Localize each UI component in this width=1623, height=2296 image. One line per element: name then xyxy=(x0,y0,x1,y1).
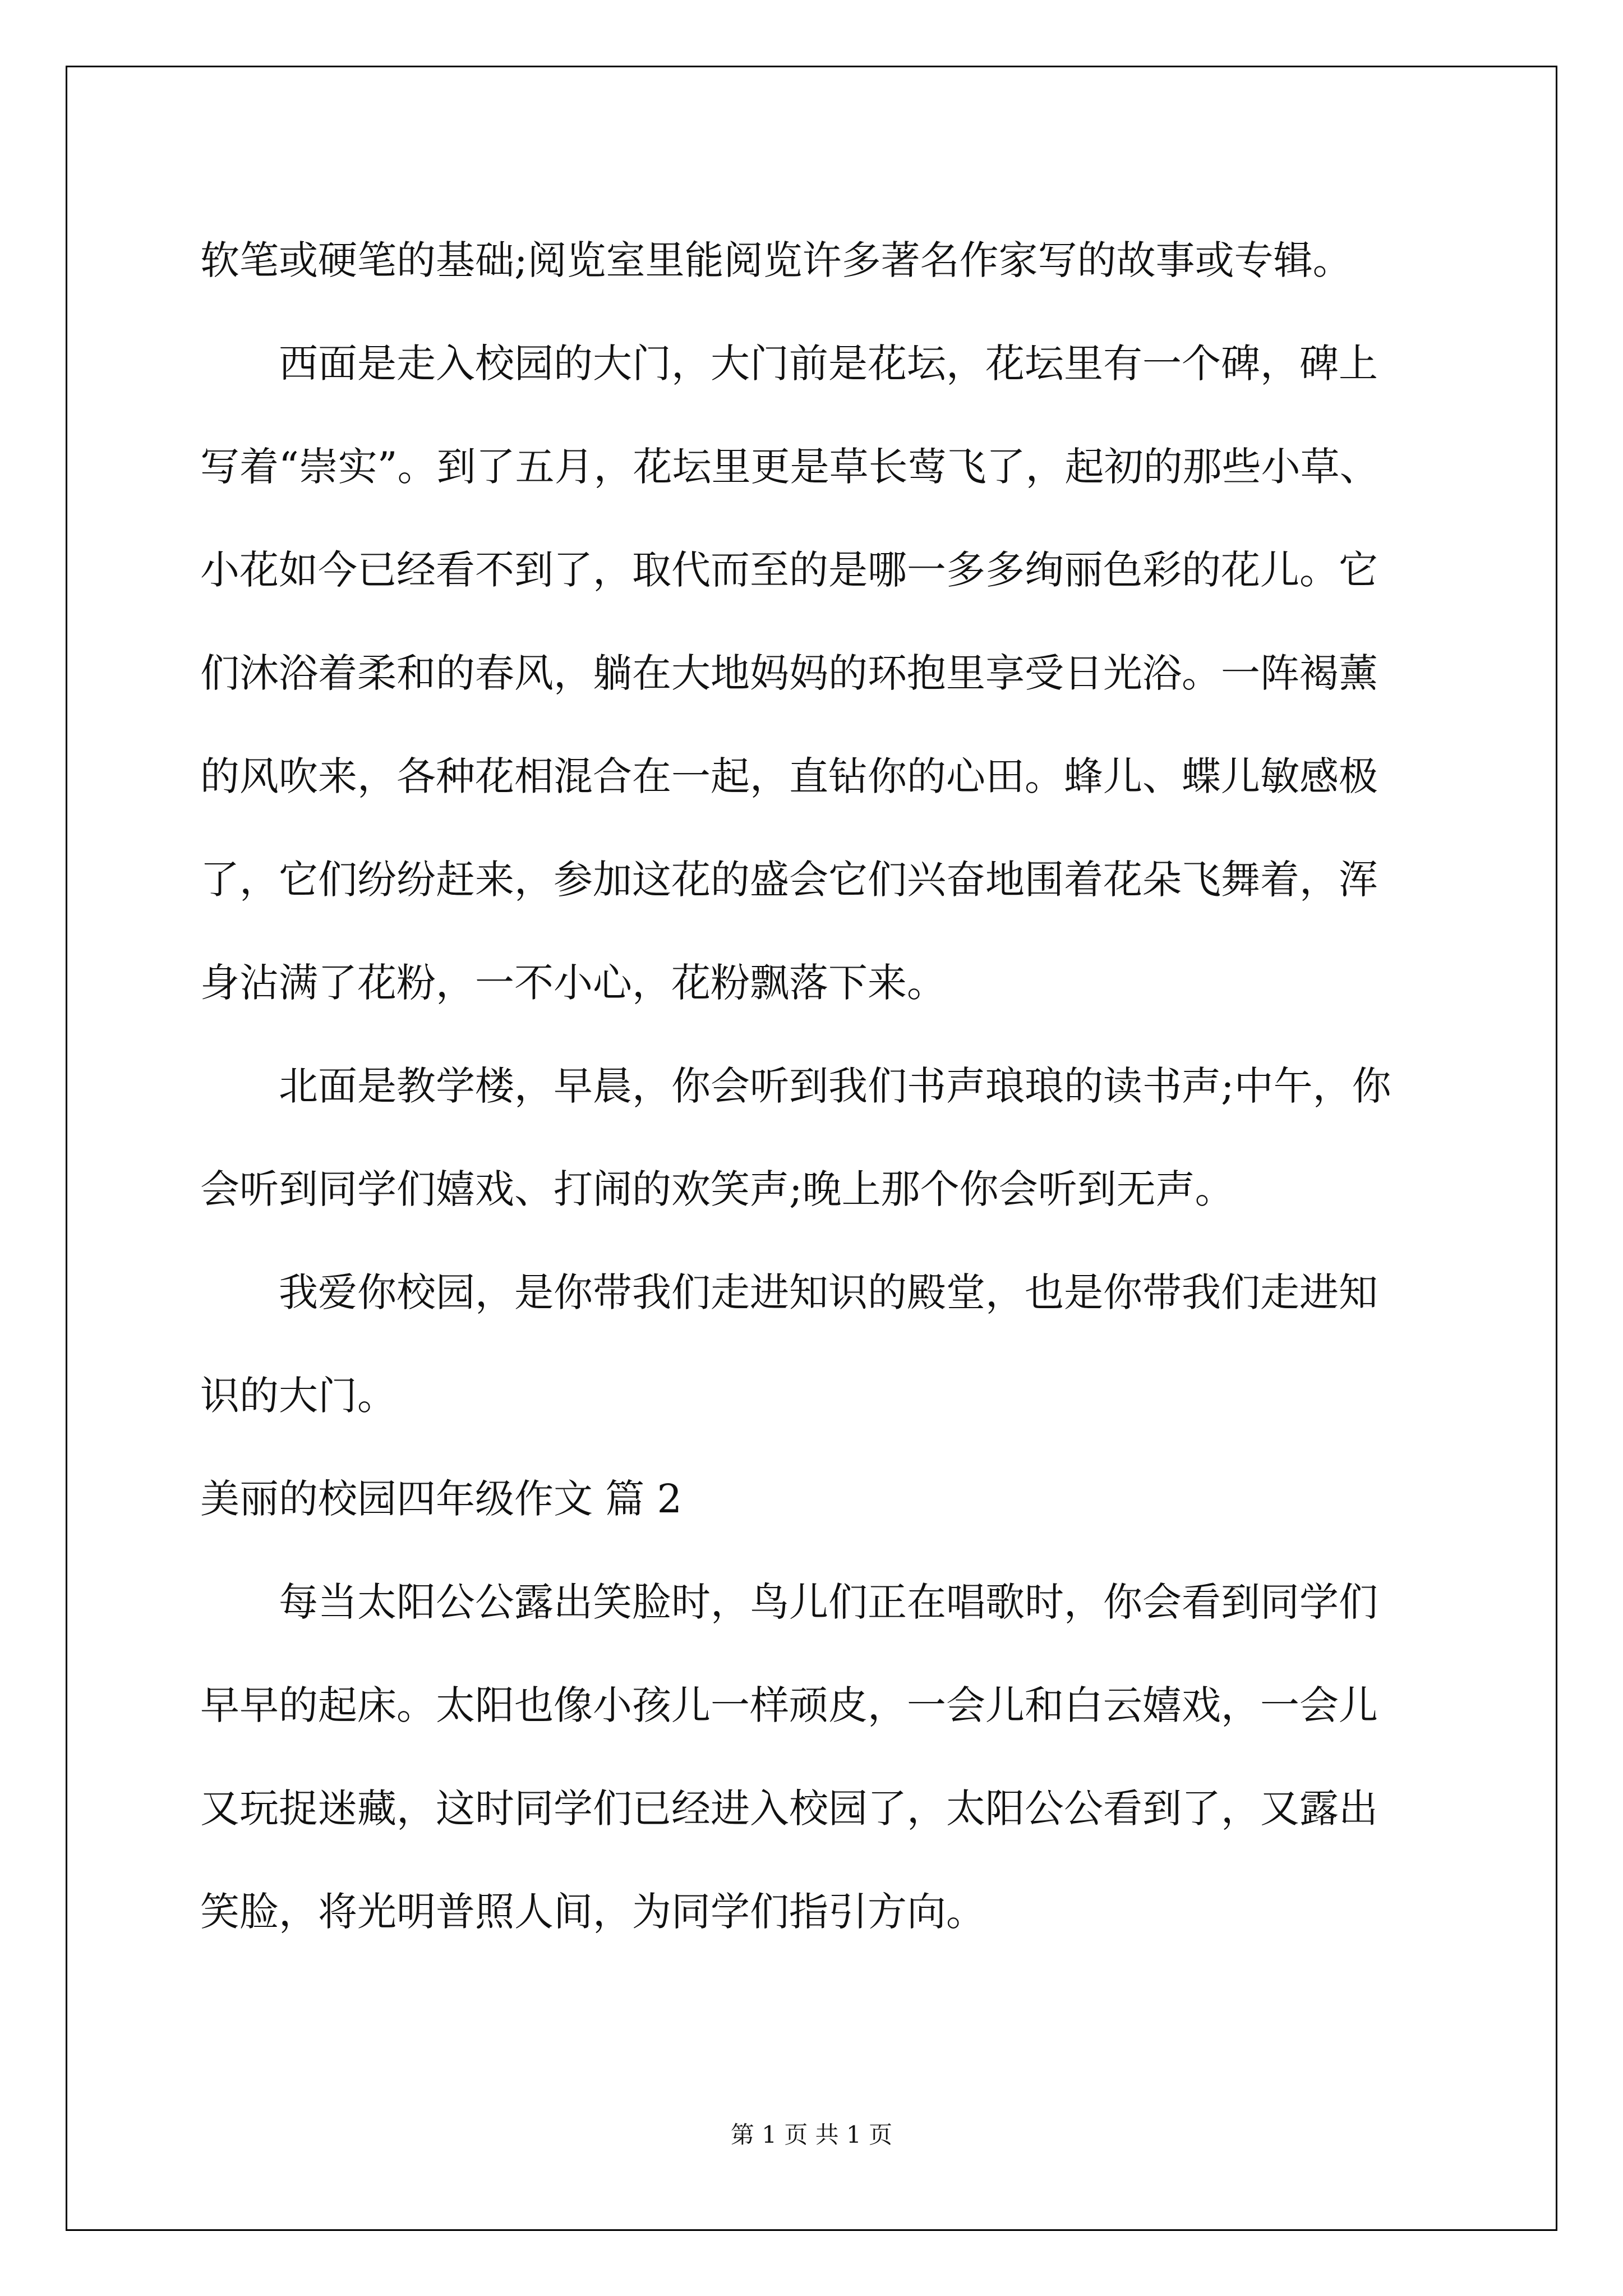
text-line: 软笔或硬笔的基础;阅览室里能阅览许多著名作家写的故事或专辑。 xyxy=(200,237,1352,283)
text-line: 们沐浴着柔和的春风，躺在大地妈妈的环抱里享受日光浴。一阵褐薰 xyxy=(200,650,1378,696)
text-line: 西面是走入校园的大门，大门前是花坛，花坛里有一个碑，碑上 xyxy=(279,341,1378,386)
text-line: 北面是教学楼，早晨，你会听到我们书声琅琅的读书声;中午，你 xyxy=(279,1063,1391,1109)
text-line: 每当太阳公公露出笑脸时，鸟儿们正在唱歌时，你会看到同学们 xyxy=(279,1579,1378,1625)
text-line: 笑脸，将光明普照人间，为同学们指引方向。 xyxy=(200,1889,985,1935)
text-line: 了，它们纷纷赶来，参加这花的盛会它们兴奋地围着花朵飞舞着，浑 xyxy=(200,857,1378,903)
text-line: 又玩捉迷藏，这时同学们已经进入校园了，太阳公公看到了，又露出 xyxy=(200,1786,1378,1832)
text-line: 的风吹来，各种花相混合在一起，直钻你的心田。蜂儿、蝶儿敏感极 xyxy=(200,753,1378,799)
paragraph-library xyxy=(200,209,1490,312)
paragraph-love-campus xyxy=(200,1241,1490,1447)
paragraph-morning xyxy=(200,1550,1490,1963)
text-line: 识的大门。 xyxy=(200,1373,396,1419)
paragraph-west-gate xyxy=(200,312,1490,1034)
text-line: 小花如今已经看不到了，取代而至的是哪一多多绚丽色彩的花儿。它 xyxy=(200,547,1378,593)
text-line: 早早的起床。太阳也像小孩儿一样顽皮，一会儿和白云嬉戏，一会儿 xyxy=(200,1682,1378,1728)
text-line: 写着“崇实”。到了五月，花坛里更是草长莺飞了，起初的那些小草、 xyxy=(200,444,1379,490)
text-line: 身沾满了花粉，一不小心，花粉飘落下来。 xyxy=(200,960,946,1006)
text-line: 我爱你校园，是你带我们走进知识的殿堂，也是你带我们走进知 xyxy=(279,1269,1378,1315)
page-number-footer: 第 1 页 共 1 页 xyxy=(730,2121,893,2148)
text-line: 会听到同学们嬉戏、打闹的欢笑声;晚上那个你会听到无声。 xyxy=(200,1166,1234,1212)
section-heading: 美丽的校园四年级作文 篇 2 xyxy=(200,1476,683,1522)
paragraph-north-building xyxy=(200,1034,1490,1241)
document-body xyxy=(200,209,1490,1963)
